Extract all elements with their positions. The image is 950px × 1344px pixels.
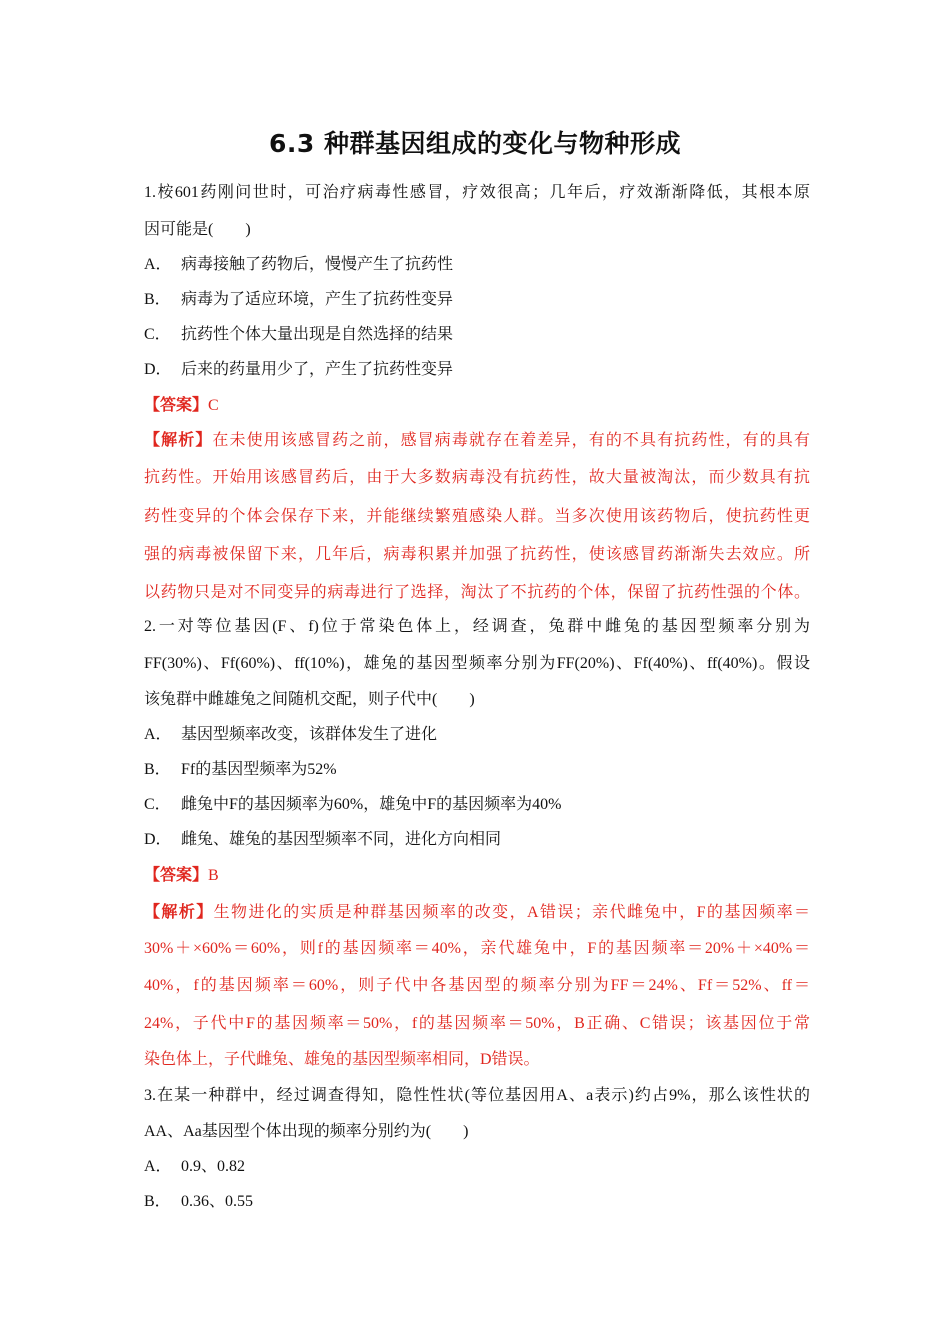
question-1-analysis-line-2: 抗药性。开始用该感冒药后，由于大多数病毒没有抗药性，故大量被淘汰，而少数具有抗 (144, 469, 810, 486)
question-3-option-b (144, 1192, 810, 1212)
option-text: 后来的药量用少了，产生了抗药性变异 (181, 361, 454, 378)
option-letter: D． (144, 361, 172, 378)
option-letter: C． (144, 326, 171, 343)
question-2-analysis-line-5: 染色体上，子代雌兔、雄兔的基因型频率相同，D错误。 (144, 1051, 540, 1068)
option-text: Ff的基因型频率为52% (181, 761, 337, 778)
question-1-option-b (144, 290, 810, 310)
option-text: 0.36、0.55 (181, 1193, 254, 1210)
answer-label: 【答案】 (144, 397, 209, 414)
question-2-stem-line-2: FF(30%)、Ff(60%)、ff(10%)，雄兔的基因型频率分别为FF(20%)、Ff(40%)、ff(40%)。假设 (144, 655, 810, 672)
question-1-analysis-line-3: 药性变异的个体会保存下来，并能继续繁殖感染人群。当多次使用该药物后，使抗药性更 (144, 508, 810, 525)
analysis-text: 在未使用该感冒药之前，感冒病毒就存在着差异，有的不具有抗药性，有的具有 (212, 432, 810, 449)
question-1-analysis-line-5: 以药物只是对不同变异的病毒进行了选择，淘汰了不抗药的个体，保留了抗药性强的个体。 (144, 584, 810, 601)
option-text: 雌兔、雄兔的基因型频率不同，进化方向相同 (181, 831, 502, 848)
option-text: 基因型频率改变，该群体发生了进化 (181, 726, 438, 743)
question-2-answer (144, 866, 810, 886)
question-1-option-a (144, 255, 810, 275)
option-text: 抗药性个体大量出现是自然选择的结果 (181, 326, 454, 343)
option-letter: B． (144, 291, 171, 308)
question-1-option-d (144, 360, 810, 380)
option-text: 病毒为了适应环境，产生了抗药性变异 (181, 291, 454, 308)
analysis-label: 【解析】 (144, 432, 213, 449)
question-1-stem-line-1: 1.桉601药刚问世时，可治疗病毒性感冒，疗效很高；几年后，疗效渐渐降低，其根本原 (144, 184, 810, 201)
question-2-stem-line-1: 2.一对等位基因(F、f)位于常染色体上，经调查，兔群中雌兔的基因型频率分别为 (144, 618, 810, 635)
option-text: 0.9、0.82 (181, 1158, 246, 1175)
option-letter: C． (144, 796, 171, 813)
question-2-analysis-line-1 (144, 903, 810, 923)
question-1-option-c (144, 325, 810, 345)
answer-value: B (208, 867, 219, 884)
question-2-option-b (144, 760, 810, 780)
option-text: 雌兔中F的基因频率为60%，雄兔中F的基因频率为40% (181, 796, 562, 813)
question-2-analysis-line-2: 30%＋×60%＝60%，则f的基因频率＝40%，亲代雄兔中，F的基因频率＝20%＋×40%＝ (144, 940, 810, 957)
analysis-label: 【解析】 (144, 904, 214, 921)
option-text: 病毒接触了药物后，慢慢产生了抗药性 (181, 256, 454, 273)
option-letter: D． (144, 831, 172, 848)
question-2-option-d (144, 830, 810, 850)
question-1-answer (144, 396, 810, 416)
answer-label: 【答案】 (144, 867, 209, 884)
question-2-option-c (144, 795, 810, 815)
question-1-stem-line-2: 因可能是( ) (144, 221, 251, 238)
question-2-option-a (144, 725, 810, 745)
option-letter: A． (144, 256, 172, 273)
option-letter: B． (144, 761, 171, 778)
question-3-option-a (144, 1157, 810, 1177)
option-letter: B． (144, 1193, 171, 1210)
question-2-stem-line-3: 该兔群中雌雄兔之间随机交配，则子代中( ) (144, 691, 475, 708)
analysis-text: 生物进化的实质是种群基因频率的改变，A错误；亲代雌兔中，F的基因频率＝ (213, 904, 810, 921)
question-3-stem-line-1: 3.在某一种群中，经过调查得知，隐性性状(等位基因用A、a表示)约占9%，那么该性状的 (144, 1087, 810, 1104)
option-letter: A． (144, 726, 172, 743)
question-3-stem-line-2: AA、Aa基因型个体出现的频率分别约为( ) (144, 1123, 469, 1140)
question-1-analysis-line-1 (144, 431, 810, 451)
page-title: 6.3 种群基因组成的变化与物种形成 (269, 129, 681, 158)
question-1-analysis-line-4: 强的病毒被保留下来，几年后，病毒积累并加强了抗药性，使该感冒药渐渐失去效应。所 (144, 546, 810, 563)
option-letter: A． (144, 1158, 172, 1175)
question-2-analysis-line-3: 40%，f的基因频率＝60%，则子代中各基因型的频率分别为FF＝24%、Ff＝52%、ff＝ (144, 977, 810, 994)
question-2-analysis-line-4: 24%，子代中F的基因频率＝50%，f的基因频率＝50%，B正确、C错误；该基因位于常 (144, 1015, 810, 1032)
answer-value: C (208, 397, 219, 414)
